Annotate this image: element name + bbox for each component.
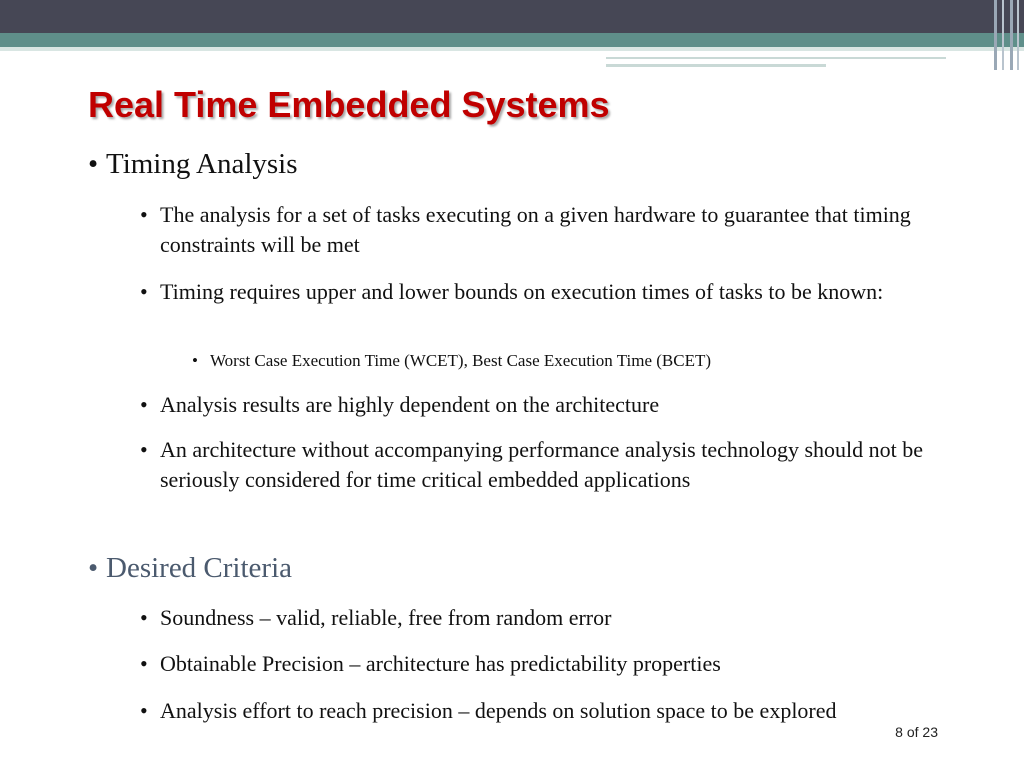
list-item: • An architecture without accompanying performance analysis technology should not be seriously considered for time critical embedded applications [140, 437, 924, 492]
bullet-icon: • [140, 279, 148, 304]
list-item: • Soundness – valid, reliable, free from random error [140, 603, 940, 633]
bullet-icon: • [140, 698, 148, 723]
page-number: 8 of 23 [895, 724, 938, 740]
bullet-icon: • [192, 351, 198, 370]
bullet-icon: • [88, 148, 99, 180]
bullet-icon: • [140, 651, 148, 676]
bullet-icon: • [140, 437, 148, 462]
list-item: • Analysis results are highly dependent on the architecture [140, 390, 940, 420]
list-item: • Analysis effort to reach precision – depends on solution space to be explored [140, 696, 940, 726]
section-heading-timing-analysis: • Timing Analysis [88, 148, 298, 180]
bullet-icon: • [140, 605, 148, 630]
bullet-icon: • [140, 392, 148, 417]
section-heading-desired-criteria: • Desired Criteria [88, 552, 293, 584]
sub-list-item: • Worst Case Execution Time (WCET), Best Case Execution Time (BCET) [192, 351, 712, 370]
slide-title: Real Time Embedded Systems [88, 84, 610, 125]
list-item: • Timing requires upper and lower bounds on execution times of tasks to be known: [140, 277, 940, 307]
bullet-icon: • [88, 552, 99, 584]
list-item: • Obtainable Precision – architecture has predictability properties [140, 649, 940, 679]
bullet-icon: • [140, 202, 148, 227]
list-item: • The analysis for a set of tasks executing on a given hardware to guarantee that timing constraints will be met [140, 202, 911, 257]
